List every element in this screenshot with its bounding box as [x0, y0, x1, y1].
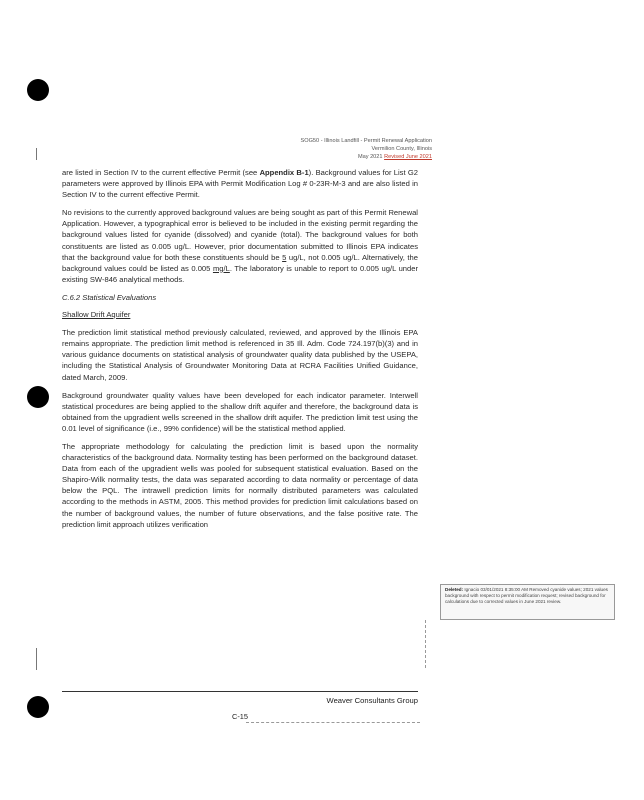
- appendix-reference: Appendix B-1: [259, 168, 309, 177]
- header-line-1: SOG50 - Illinois Landfill - Permit Renewal Application: [300, 138, 432, 144]
- deleted-comment-balloon[interactable]: [440, 584, 615, 620]
- page-header: [300, 137, 432, 161]
- margin-change-bar: [36, 648, 37, 670]
- paragraph-background-groundwater: Background groundwater quality values have been developed for each indicator parameter. Interwell statistical procedures are being applied to the shallow drift aquifer and therefore, the background data is obtained from the upgradient wells screened in the shallow drift aquifer. The prediction limit test using the 0.01 level of significance (i.e., 99% confidence) will be the statistical method applied.: [62, 390, 418, 433]
- comment-label: Deleted:: [445, 587, 464, 592]
- comment-text: Ignacio 03/01/2021 8:35:00 AM Removed cyanide values; 2021 values background with respect to permit modification request; revised background for calculations due to corrected values in June 2021 review.: [445, 587, 608, 605]
- punch-hole-top: [27, 79, 49, 101]
- header-line-2: Vermilion County, Illinois: [371, 146, 432, 152]
- footer-dashed-line: [246, 722, 420, 723]
- underlined-unit: mg/L: [212, 263, 230, 273]
- section-heading: C.6.2 Statistical Evaluations: [62, 292, 157, 302]
- header-revised-date: Revised June 2021: [384, 154, 432, 160]
- punch-hole-bottom: [27, 696, 49, 718]
- paragraph-background-values: are listed in Section IV to the current effective Permit (see Appendix B-1). Background values for List G2 parameters were approved by Illinois EPA with Permit Modification Log # 0-23R-M-3 and are also listed in Section IV to the current effective Permit.: [62, 168, 418, 200]
- footer-rule: [62, 691, 418, 692]
- paragraph-prediction-limit: The prediction limit statistical method previously calculated, reviewed, and approved by the Illinois EPA remains appropriate. The prediction limit method is referenced in 35 Ill. Adm. Code 724.197(b)(3) and in various guidance documents on statistical analysis of groundwater quality data published by the USEPA, including the Statistical Analysis of Groundwater Monitoring Data at RCRA Facilities Unified Guidance, dated March, 2009.: [62, 328, 418, 382]
- margin-change-bar: [36, 148, 37, 160]
- underlined-value: 5: [282, 252, 287, 262]
- paragraph-typographical-error: No revisions to the currently approved background values are being sought as part of this Permit Renewal Application. However, a typographical error is believed to be included in the existing permit regarding the background values listed for cyanide (dissolved) and cyanide (total). The background values for both constituents are listed as 0.005 ug/L. However, prior documentation submitted to Illinois EPA indicates that the background value for both these constituents should be 5 ug/L, not 0.005 ug/L. Alternatively, the background values could be listed as 0.005 mg/L. The laboratory is unable to report to 0.005 ug/L under existing SW-846 analytical methods.: [62, 208, 418, 284]
- header-line-3: [300, 153, 432, 161]
- comment-connector: [425, 620, 426, 668]
- punch-hole-middle: [27, 386, 49, 408]
- paragraph-methodology: The appropriate methodology for calculating the prediction limit is based upon the normality characteristics of the background data. Normality testing has been performed on the background dataset. Data from each of the upgradient wells was pooled for subsequent statistical evaluation. Based on the Shapiro-Wilk normality tests, the data was separated according to data normality or percentage of data below the PQL. The intrawell prediction limits for normally distributed parameters was calculated according to the methods in ASTM, 2005. This method provides for prediction limit calculations based on the number of background values, the number of future observations, and the false positive rate. The prediction limit approach utilizes verification: [62, 441, 418, 529]
- subheading-shallow-drift-aquifer: Shallow Drift Aquifer: [62, 310, 131, 320]
- footer-company: Weaver Consultants Group: [326, 696, 418, 705]
- header-date: May 2021: [357, 154, 383, 160]
- document-body: [62, 167, 418, 537]
- page-number: C-15: [232, 712, 249, 721]
